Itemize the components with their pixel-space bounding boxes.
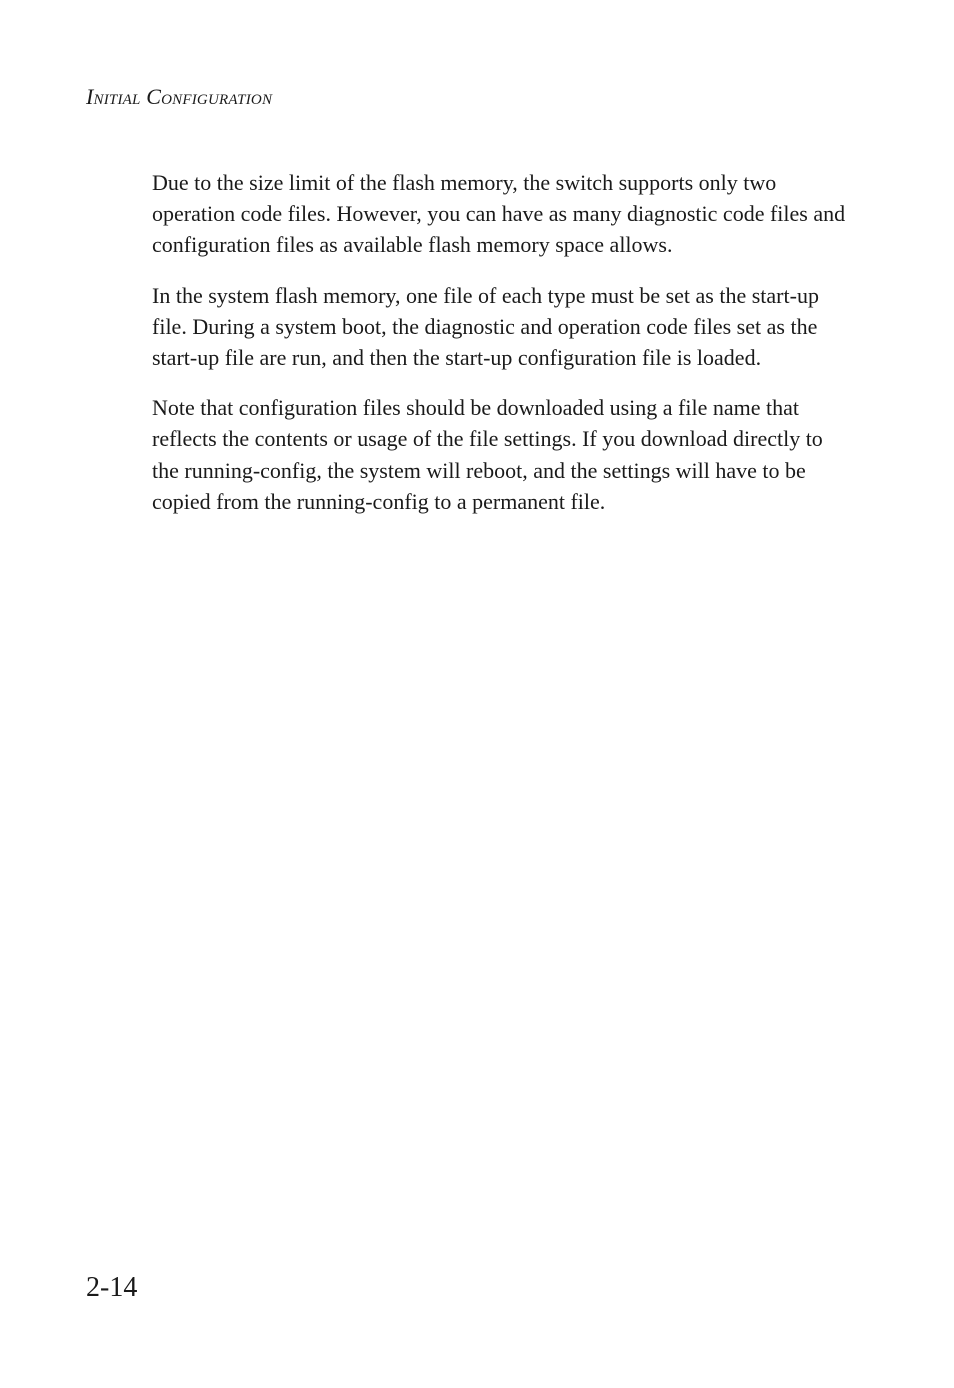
body-text (152, 167, 852, 536)
running-header: Initial Configuration (86, 84, 273, 109)
paragraph-flash-limit: Due to the size limit of the flash memory, the switch supports only two operation code files. However, you can have as many diagnostic code files and configuration files as available flash memory space allows. (152, 170, 846, 258)
paragraph-config-download-note: Note that configuration files should be downloaded using a file name that reflects the contents or usage of the file settings. If you download directly to the running-config, the system will reboot, and the settings will have to be copied from the running-config to a permanent file. (152, 395, 823, 514)
paragraph-startup-files: In the system flash memory, one file of each type must be set as the start-up file. During a system boot, the diagnostic and operation code files set as the start-up file are run, and then the start-up configuration file is loaded. (152, 282, 819, 371)
page-number: 2-14 (86, 1272, 138, 1303)
